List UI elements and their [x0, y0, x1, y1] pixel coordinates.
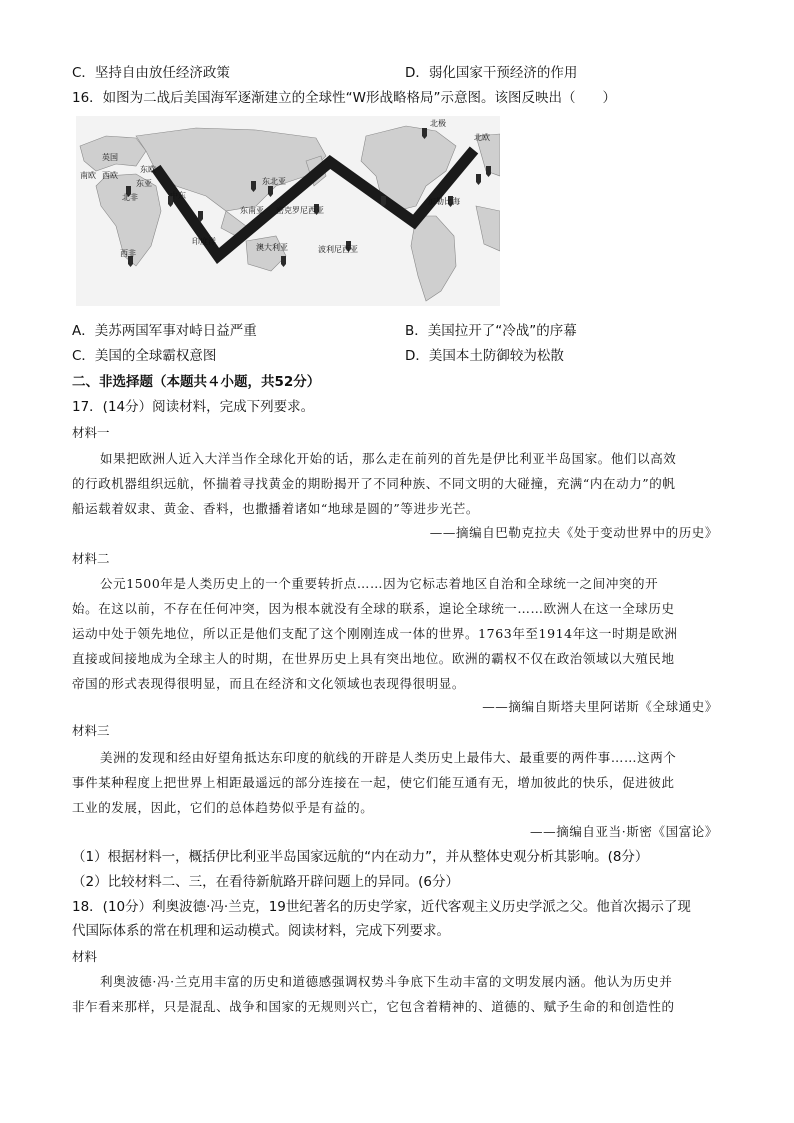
q17-material2-line: 公元1500年是人类历史上的一个重要转折点……因为它标志着地区自治和全球统一之间冲突的开 [100, 576, 659, 591]
q17-material3-line: 事件某种程度上把世界上相距最遥远的部分连接在一起，使它们能互通有无，增加彼此的快乐，促进彼此 [72, 775, 675, 790]
q17-material2-line: 直接或间接地成为全球主人的时期，在世界历史上具有突出地位。欧洲的霸权不仅在政治领域以大殖民地 [72, 651, 675, 666]
w-strategy-map [76, 116, 500, 306]
map-label-north-europe: 北欧 [474, 133, 490, 142]
q17-material1-line: 船运载着奴隶、黄金、香料，也撒播着诸如“地球是圆的”等进步光芒。 [72, 501, 479, 516]
q17-material3-label: 材料三 [72, 723, 110, 738]
map-label-northeast-asia: 东北亚 [262, 177, 286, 186]
q16-option-c: C．美国的全球霸权意图 [72, 348, 217, 364]
q16-option-a: A．美苏两国军事对峙日益严重 [72, 323, 257, 339]
map-label-southeast-asia: 东南亚 [240, 206, 264, 215]
map-label-east-europe: 东欧 [140, 165, 156, 174]
map-label-micronesia: 密克罗尼西亚 [276, 206, 324, 215]
map-label-indian-ocean: 印度洋 [192, 237, 216, 246]
q17-material3-source: ——摘编自亚当·斯密《国富论》 [530, 824, 718, 839]
q18-stem-line2: 代国际体系的常在机理和运动模式。阅读材料，完成下列要求。 [72, 923, 450, 939]
q18-material-line: 利奥波德·冯·兰克用丰富的历史和道德感强调权势斗争底下生动丰富的文明发展内涵。他认为历史并 [100, 974, 673, 989]
q15-option-d: D．弱化国家干预经济的作用 [405, 65, 578, 81]
section2-title: 二、非选择题（本题共４小题，共52分） [72, 374, 321, 390]
q16-stem: 16．如图为二战后美国海军逐渐建立的全球性“W形战略格局”示意图。该图反映出（ ） [72, 90, 617, 106]
q17-material1-source: ——摘编自巴勒克拉夫《处于变动世界中的历史》 [429, 525, 718, 540]
q17-material1-line: 的行政机器组织远航，怀揣着寻找黄金的期盼揭开了不同种族、不同文明的大碰撞，充满“内在动力”的帆 [72, 476, 676, 491]
q18-stem-line1: 18．(10分）利奥波德·冯·兰克，19世纪著名的历史学家，近代客观主义历史学派之父。他首次揭示了现 [72, 899, 691, 915]
q17-material3-line: 工业的发展，因此，它们的总体趋势似乎是有益的。 [72, 800, 374, 815]
q18-material-label: 材料 [72, 949, 98, 964]
q16-option-b: B．美国拉开了“冷战”的序幕 [405, 323, 577, 339]
q17-subquestion-2: （2）比较材料二、三，在看待新航路开辟问题上的异同。(6分） [72, 874, 459, 890]
map-label-east-asia: 东亚 [136, 179, 152, 188]
q17-material2-line: 运动中处于领先地位，所以正是他们支配了这个刚刚连成一体的世界。1763年至1914年这一时期是欧洲 [72, 626, 678, 641]
map-label-caribbean: 加勒比海 [428, 197, 460, 206]
map-label-polynesia: 波利尼西亚 [318, 245, 358, 254]
q18-material-line: 非乍看来那样，只是混乱、战争和国家的无规则兴亡，它包含着精神的、道德的、赋予生命的和创造性的 [72, 999, 675, 1014]
map-label-australia: 澳大利亚 [256, 243, 288, 252]
q17-material2-line: 始。在这以前，不存在任何冲突，因为根本就没有全球的联系，遑论全球统一……欧洲人在这一全球历史 [72, 601, 675, 616]
q17-material2-source: ——摘编自斯塔夫里阿诺斯《全球通史》 [482, 699, 718, 714]
map-label-middle-east: 中东 [170, 191, 186, 200]
q17-material1-label: 材料一 [72, 425, 110, 440]
map-label-north-pole: 北极 [430, 119, 446, 128]
q17-material2-line: 帝国的形式表现得很明显，而且在经济和文化领域也表现得很明显。 [72, 676, 466, 691]
q17-stem: 17．(14分）阅读材料，完成下列要求。 [72, 399, 315, 415]
q16-option-d: D．美国本土防御较为松散 [405, 348, 564, 364]
q17-subquestion-1: （1）根据材料一，概括伊比利亚半岛国家远航的“内在动力”，并从整体史观分析其影响。(8分） [72, 849, 649, 865]
q17-material2-label: 材料二 [72, 551, 110, 566]
map-label-uk: 英国 [102, 153, 118, 162]
q17-material1-line: 如果把欧洲人近入大洋当作全球化开始的话，那么走在前列的首先是伊比利亚半岛国家。他们以高效 [100, 451, 677, 466]
q15-option-c: C．坚持自由放任经济政策 [72, 65, 230, 81]
map-label-west-africa: 西非 [120, 249, 136, 258]
q17-material3-line: 美洲的发现和经由好望角抵达东印度的航线的开辟是人类历史上最伟大、最重要的两件事……这两个 [100, 750, 677, 765]
map-label-west-europe: 西欧 [102, 171, 118, 180]
map-label-north-africa: 北非 [122, 193, 138, 202]
map-label-south-europe: 南欧 [80, 171, 96, 180]
